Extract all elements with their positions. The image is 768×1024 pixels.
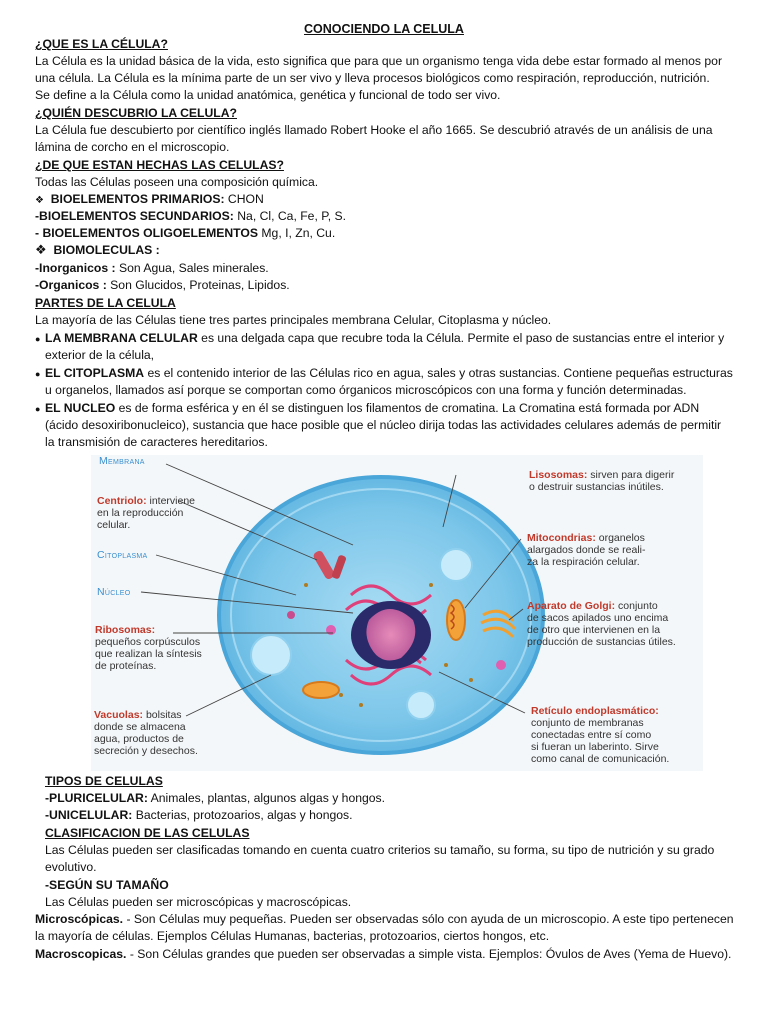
label-lisosomas: Lisosomas: sirven para digerir o destruir sustancias inútiles. (529, 469, 675, 493)
label-vacuolas: Vacuolas: bolsitas donde se almacena agua, productos de secreción y desechos. (94, 709, 198, 757)
pluricelular-line: -PLURICELULAR: Animales, plantas, algunos algas y hongos. (45, 791, 386, 805)
label-mitocondrias: Mitocondrias: organelos alargados donde se reali- za la respiración celular. (527, 532, 646, 568)
bullet-icon: ● (35, 334, 41, 344)
unicelular-line: -UNICELULAR: Bacterias, protozoarios, algas y hongos. (45, 808, 353, 822)
paragraph-line: una célula. La Célula es la mínima parte de un ser vivo y lleva procesos biológicos como respiración, reproducción, nutrición. (35, 71, 710, 85)
paragraph-line: Las Células pueden ser microscópicas y macroscópicas. (45, 895, 352, 909)
heading-de-que-estan-hechas: ¿DE QUE ESTAN HECHAS LAS CELULAS? (35, 158, 284, 172)
label-ribosomas: Ribosomas: pequeños corpúsculos que realizan la síntesis de proteínas. (95, 624, 202, 672)
heading-partes-de-la-celula: PARTES DE LA CELULA (35, 296, 176, 310)
paragraph-line: evolutivo. (45, 860, 97, 874)
paragraph-line: La Célula es la unidad básica de la vida, esto significa que para que un organismo tenga vida debe estar formado al menos por (35, 54, 722, 68)
paragraph-line: lámina de corcho en el microscopio. (35, 140, 230, 154)
bullet-icon: ● (35, 404, 41, 414)
subheading-segun-tamano: -SEGÚN SU TAMAÑO (45, 878, 169, 892)
heading-tipos-de-celulas: TIPOS DE CELULAS (45, 774, 163, 788)
diamond-bullet-icon: ❖ (35, 242, 47, 257)
inorganicos-line: -Inorganicos : Son Agua, Sales minerales. (35, 261, 269, 275)
biomoleculas-line: ❖ BIOMOLECULAS : (35, 242, 160, 257)
paragraph-line: Todas las Células poseen una composición química. (35, 175, 319, 189)
paragraph-line: La mayoría de las Células tiene tres partes principales membrana Celular, Citoplasma y núcleo. (35, 313, 552, 327)
nucleo-line-2: (ácido desoxiribonucleico), sustancia que hace posible que el núcleo dirija todas las actividades celulares además de permitir (45, 418, 722, 432)
label-citoplasma: Citoplasma (97, 549, 148, 561)
heading-quien-descubrio: ¿QUIÉN DESCUBRIO LA CELULA? (35, 106, 237, 120)
bioelementos-secundarios-line: -BIOELEMENTOS SECUNDARIOS: Na, Cl, Ca, Fe, P, S. (35, 209, 347, 223)
microscopicas-line-1: Microscópicas. - Son Células muy pequeñas. Pueden ser observadas sólo con ayuda de un microscopio. A este tipo pertenecen (35, 912, 734, 926)
bioelementos-primarios-line: ❖ BIOELEMENTOS PRIMARIOS: CHON (35, 192, 264, 206)
heading-clasificacion: CLASIFICACION DE LAS CELULAS (45, 826, 250, 840)
nucleo-line-1: ● EL NUCLEO es de forma esférica y en él se distinguen los filamentos de cromatina. La Cromatina está formada por ADN (35, 401, 700, 415)
macroscopicas-line: Macroscopicas. - Son Células grandes que pueden ser observadas a simple vista. Ejemplos: Óvulos de Aves (Yema de Huevo). (35, 947, 732, 961)
cell-diagram (91, 455, 703, 771)
heading-que-es-la-celula: ¿QUE ES LA CÉLULA? (35, 37, 168, 51)
membrana-line-1: ● LA MEMBRANA CELULAR es una delgada capa que recubre toda la Célula. Permite el paso de sustancias entre el interior y (35, 331, 725, 345)
paragraph-line: Se define a la Célula como la unidad anatómica, genética y funcional de todo ser vivo. (35, 88, 501, 102)
bullet-icon: ● (35, 369, 41, 379)
diamond-bullet-icon: ❖ (35, 195, 44, 206)
citoplasma-line-2: u organelos, llamados así porque se comportan como órganicos microscópicos con una forma y función determinadas. (45, 383, 687, 397)
vacuole-shape (251, 635, 291, 675)
label-membrana: Membrana (99, 455, 145, 467)
label-centriolo: Centriolo: interviene en la reproducción celular. (97, 495, 196, 531)
label-nucleo: Núcleo (97, 586, 131, 598)
oligoelementos-line: - BIOELEMENTOS OLIGOELEMENTOS Mg, I, Zn, Cu. (35, 226, 336, 240)
label-reticulo: Retículo endoplasmático: conjunto de membranas conectadas entre sí como si fueran un laberinto. Sirve como canal de comunicación. (531, 705, 670, 765)
label-golgi: Aparato de Golgi: conjunto de sacos apilados uno encima de otro que intervienen en la producción de sustancias útiles. (527, 600, 676, 648)
microscopicas-line-2: la mayoría de células. Ejemplos Células Humanas, bacterias, protozoarios, ciertos hongos, etc. (35, 929, 550, 943)
document-title: CONOCIENDO LA CELULA (304, 22, 464, 36)
paragraph-line: Las Células pueden ser clasificadas tomando en cuenta cuatro criterios su tamaño, su forma, su tipo de nutrición y su grado (45, 843, 715, 857)
membrana-line-2: exterior de la célula, (45, 348, 155, 362)
nucleo-line-3: la transmisión de caracteres hereditarios. (45, 435, 268, 449)
paragraph-line: La Célula fue descubierto por científico inglés llamado Robert Hooke el año 1665. Se descubrió através de un análisis de una (35, 123, 713, 137)
citoplasma-line-1: ● EL CITOPLASMA es el contenido interior de las Células rico en agua, sales y otras sustancias. Contiene pequeñas estructuras (35, 366, 733, 380)
organicos-line: -Organicos : Son Glucidos, Proteinas, Lipidos. (35, 278, 290, 292)
